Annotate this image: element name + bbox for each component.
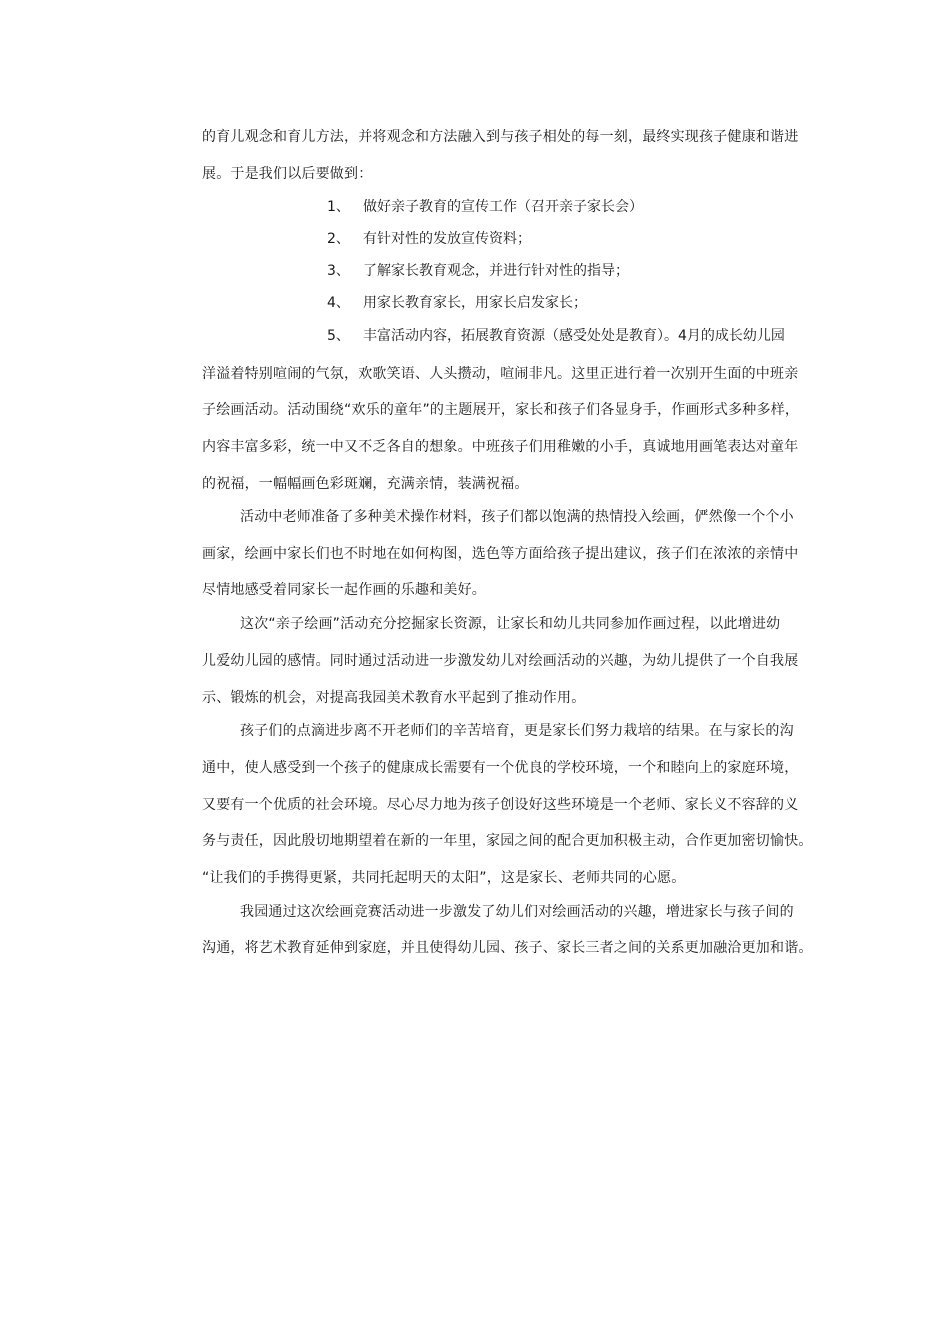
- list-item: [327, 294, 587, 312]
- paragraph-line: 的祝福，一幅幅画色彩斑斓，充满亲情，装满祝福。: [202, 476, 529, 492]
- paragraph-line: 儿爱幼儿园的感情。同时通过活动进一步激发幼儿对绘画活动的兴趣，为幼儿提供了一个自我展: [202, 653, 799, 669]
- list-item: [327, 327, 785, 345]
- paragraph-line: 我园通过这次绘画竞赛活动进一步激发了幼儿们对绘画活动的兴趣，增进家长与孩子间的: [240, 904, 794, 920]
- list-item: [327, 230, 531, 248]
- list-item-number: 1、: [327, 199, 350, 215]
- paragraph-line: 通中，使人感受到一个孩子的健康成长需要有一个优良的学校环境，一个和睦向上的家庭环境，: [202, 760, 799, 776]
- paragraph-line: 孩子们的点滴进步离不开老师们的辛苦培育，更是家长们努力栽培的结果。在与家长的沟: [240, 723, 794, 739]
- intro-line: 的育儿观念和育儿方法，并将观念和方法融入到与孩子相处的每一刻，最终实现孩子健康和谐进: [202, 129, 799, 145]
- paragraph-line: 又要有一个优质的社会环境。尽心尽力地为孩子创设好这些环境是一个老师、家长义不容辞的义: [202, 797, 799, 813]
- paragraph-line: 务与责任，因此殷切地期望着在新的一年里，家园之间的配合更加积极主动，合作更加密切愉快。: [202, 833, 813, 849]
- list-item-text: 用家长教育家长，用家长启发家长；: [363, 295, 587, 311]
- list-item-text: 做好亲子教育的宣传工作（召开亲子家长会）: [363, 199, 643, 215]
- paragraph-line: 子绘画活动。活动围绕“欢乐的童年”的主题展开，家长和孩子们各显身手，作画形式多种多样，: [202, 402, 800, 418]
- list-item-number: 4、: [327, 295, 350, 311]
- paragraph-line: 活动中老师准备了多种美术操作材料，孩子们都以饱满的热情投入绘画，俨然像一个个小: [240, 509, 794, 525]
- list-item-text: 了解家长教育观念，并进行针对性的指导；: [363, 263, 629, 279]
- list-item: [327, 198, 643, 216]
- paragraph-line: 洋溢着特别喧闹的气氛，欢歌笑语、人头攒动，喧闹非凡。这里正进行着一次别开生面的中班亲: [202, 366, 799, 382]
- list-item-number: 3、: [327, 263, 350, 279]
- paragraph-line: 内容丰富多彩，统一中又不乏各自的想象。中班孩子们用稚嫩的小手，真诚地用画笔表达对童年: [202, 439, 799, 455]
- paragraph-line: 这次“亲子绘画”活动充分挖掘家长资源，让家长和幼儿共同参加作画过程，以此增进幼: [240, 616, 781, 632]
- list-item-number: 2、: [327, 231, 350, 247]
- paragraph-line: 示、锻炼的机会，对提高我园美术教育水平起到了推动作用。: [202, 690, 586, 706]
- intro-line: 展。于是我们以后要做到：: [202, 166, 373, 182]
- paragraph-line: “让我们的手携得更紧，共同托起明天的太阳”，这是家长、老师共同的心愿。: [202, 870, 686, 886]
- list-item-text: 有针对性的发放宣传资料；: [363, 231, 531, 247]
- list-item-number: 5、: [327, 328, 350, 344]
- paragraph-line: 沟通，将艺术教育延伸到家庭，并且使得幼儿园、孩子、家长三者之间的关系更加融洽更加和谐。: [202, 940, 813, 956]
- list-item-text: 丰富活动内容，拓展教育资源（感受处处是教育）。4月的成长幼儿园: [363, 328, 785, 344]
- list-item: [327, 262, 629, 280]
- paragraph-line: 画家，绘画中家长们也不时地在如何构图，选色等方面给孩子提出建议，孩子们在浓浓的亲情中: [202, 546, 799, 562]
- paragraph-line: 尽情地感受着同家长一起作画的乐趣和美好。: [202, 582, 486, 598]
